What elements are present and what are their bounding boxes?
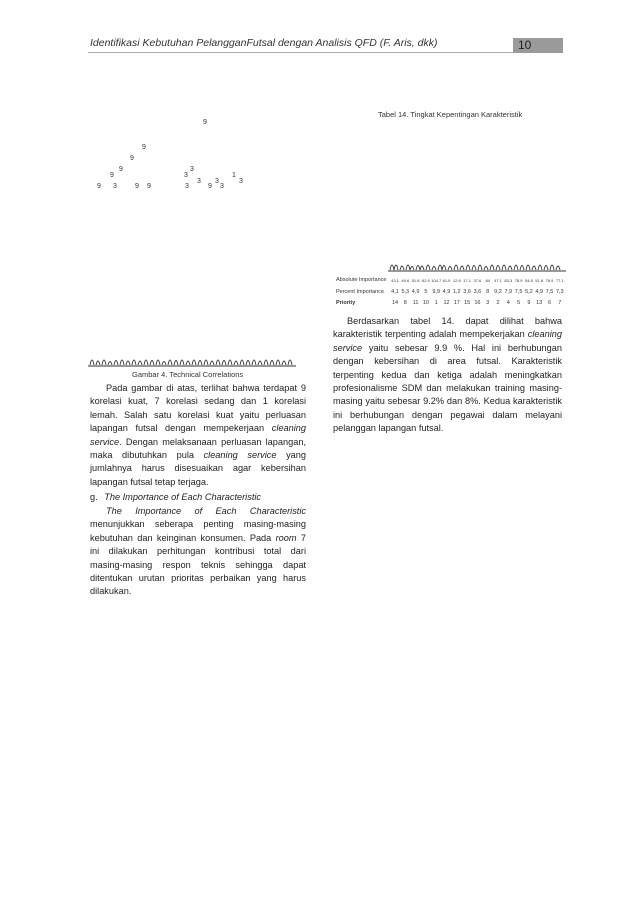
matrix-number: 3 [184, 172, 188, 179]
matrix-number: 9 [135, 183, 139, 190]
table-cell: 61.9 [442, 278, 451, 283]
table-cell: 10 [422, 300, 429, 306]
table-cell: 7,5 [545, 289, 554, 295]
table-cell: 4 [506, 300, 510, 306]
table-cell: 16 [474, 300, 481, 306]
page-number: 10 [518, 38, 532, 52]
table-cell: 83.3 [504, 278, 513, 283]
matrix-number: 3 [220, 183, 224, 190]
matrix-number: 9 [110, 172, 114, 179]
table-cell: 3 [486, 300, 490, 306]
matrix-number: 3 [190, 166, 194, 173]
table-cell: 37.6 [473, 278, 482, 283]
table-cell: 62.9 [421, 278, 430, 283]
table-row-label: Priority [336, 300, 356, 306]
table-cell: 78.9 [545, 278, 554, 283]
table-cell: 47.1 [494, 278, 502, 283]
table-cell: 104.7 [431, 278, 442, 283]
table-cell: 9 [527, 300, 531, 306]
body-paragraph: The Importance of Each Characteristic menunjukkan seberapa penting masing-masing kebutuhan dan keinginan konsumen. Pada room 7 ini dilakukan perhitungan kontribusi total dari masing-masing respon teknis sehingga dapat ditentukan urutan prioritas perbaikan yang harus dilakukan. [90, 506, 306, 597]
table-cell: 3,6 [463, 289, 471, 295]
table-cell: 3,6 [473, 289, 482, 295]
section-title: The Importance of Each Characteristic [104, 492, 262, 502]
matrix-number: 9 [97, 183, 101, 190]
table-cell: 49.6 [401, 278, 410, 283]
table-cell: 4,9 [535, 289, 544, 295]
matrix-number: 9 [203, 119, 207, 126]
table-cell: 17 [453, 300, 460, 306]
table-cell: 12 [443, 300, 450, 306]
matrix-number: 3 [197, 178, 201, 185]
table-cell: 4,9 [411, 289, 420, 295]
table-cell: 12.6 [452, 278, 461, 283]
table-cell: 84 [485, 278, 490, 283]
table-cell: 15 [464, 300, 471, 306]
table-header-glyphs [388, 258, 568, 272]
figure-header-glyphs [88, 353, 298, 367]
matrix-number: 3 [113, 183, 117, 190]
table-cell: 77.1 [555, 278, 564, 283]
table-cell: 5,3 [401, 289, 410, 295]
body-paragraph: Berdasarkan tabel 14. dapat dilihat bahwa karakteristik terpenting adalah mempekerjakan cleaning service yaitu sebesar 9.9 %. Hal ini berhubungan dengan kebersihan di area futsal. Karakteristik terpenting kedua dan ketiga adalah meningkatkan profesionalisme SDM dan melakukan training masing-masing yaitu sebesar 9.2% dan 8%. Kedua karakteristik ini berhubungan dengan pegawai dalam melayani pelanggan lapangan futsal. [333, 316, 562, 434]
table-cell: 8 [486, 289, 490, 295]
table-cell: 1,2 [452, 289, 461, 295]
table-cell: 1 [434, 300, 438, 306]
matrix-number: 9 [142, 144, 146, 151]
running-header: Identifikasi Kebutuhan PelangganFutsal dengan Analisis QFD (F. Aris, dkk) [90, 37, 438, 49]
table-cell: 4,1 [391, 289, 399, 295]
table-cell: 43.1 [391, 278, 399, 283]
table-cell: 13 [536, 300, 543, 306]
table-cell: 11 [412, 300, 419, 306]
table-cell: 78.9 [514, 278, 523, 283]
figure-caption: Gambar 4. Technical Correlations [132, 370, 244, 379]
table-cell: 7 [558, 300, 562, 306]
table-caption: Tabel 14. Tingkat Kepentingan Karakteristik [378, 110, 523, 119]
table-cell: 14 [391, 300, 399, 306]
body-paragraph: Pada gambar di atas, terlihat bahwa terdapat 9 korelasi kuat, 7 korelasi sedang dan 1 korelasi lemah. Salah satu korelasi kuat yaitu perluasan lapangan futsal dengan mempekerjaan cleaning service. Dengan melaksanaan perluasan lapangan, maka dibutuhkan pula cleaning service yang jumlahnya harus disesuaikan agar kebersihan lapangan futsal tetap terjaga. [90, 383, 306, 487]
table-cell: 54.8 [524, 278, 533, 283]
table-cell: 5 [424, 289, 428, 295]
table-row-label: Percent Importance [336, 289, 384, 295]
table-cell: 8 [403, 300, 407, 306]
section-heading [90, 492, 306, 502]
table-cell: 2 [496, 300, 500, 306]
matrix-number: 1 [232, 172, 236, 179]
table-cell: 51.8 [535, 278, 544, 283]
matrix-number: 9 [119, 166, 123, 173]
header-rule [88, 52, 562, 53]
table-cell: 17.1 [463, 278, 471, 283]
matrix-number: 3 [215, 178, 219, 185]
table-cell: 7,9 [504, 289, 513, 295]
matrix-number: 9 [130, 155, 134, 162]
table-cell: 6 [547, 300, 552, 306]
table-cell: 51.8 [411, 278, 420, 283]
matrix-number: 9 [208, 183, 212, 190]
table-cell: 9,9 [432, 289, 441, 295]
table-cell: 7,3 [555, 289, 564, 295]
table-cell: 9,2 [494, 289, 502, 295]
table-cell: 7,5 [514, 289, 523, 295]
table-cell: 5,2 [525, 289, 533, 295]
matrix-number: 3 [239, 178, 243, 185]
table-cell: 5 [517, 300, 521, 306]
table-cell: 4,9 [442, 289, 451, 295]
section-letter: g. [90, 492, 98, 502]
matrix-number: 3 [185, 183, 189, 190]
matrix-number: 9 [147, 183, 151, 190]
table-row-label: Absolute Importance [336, 277, 387, 283]
